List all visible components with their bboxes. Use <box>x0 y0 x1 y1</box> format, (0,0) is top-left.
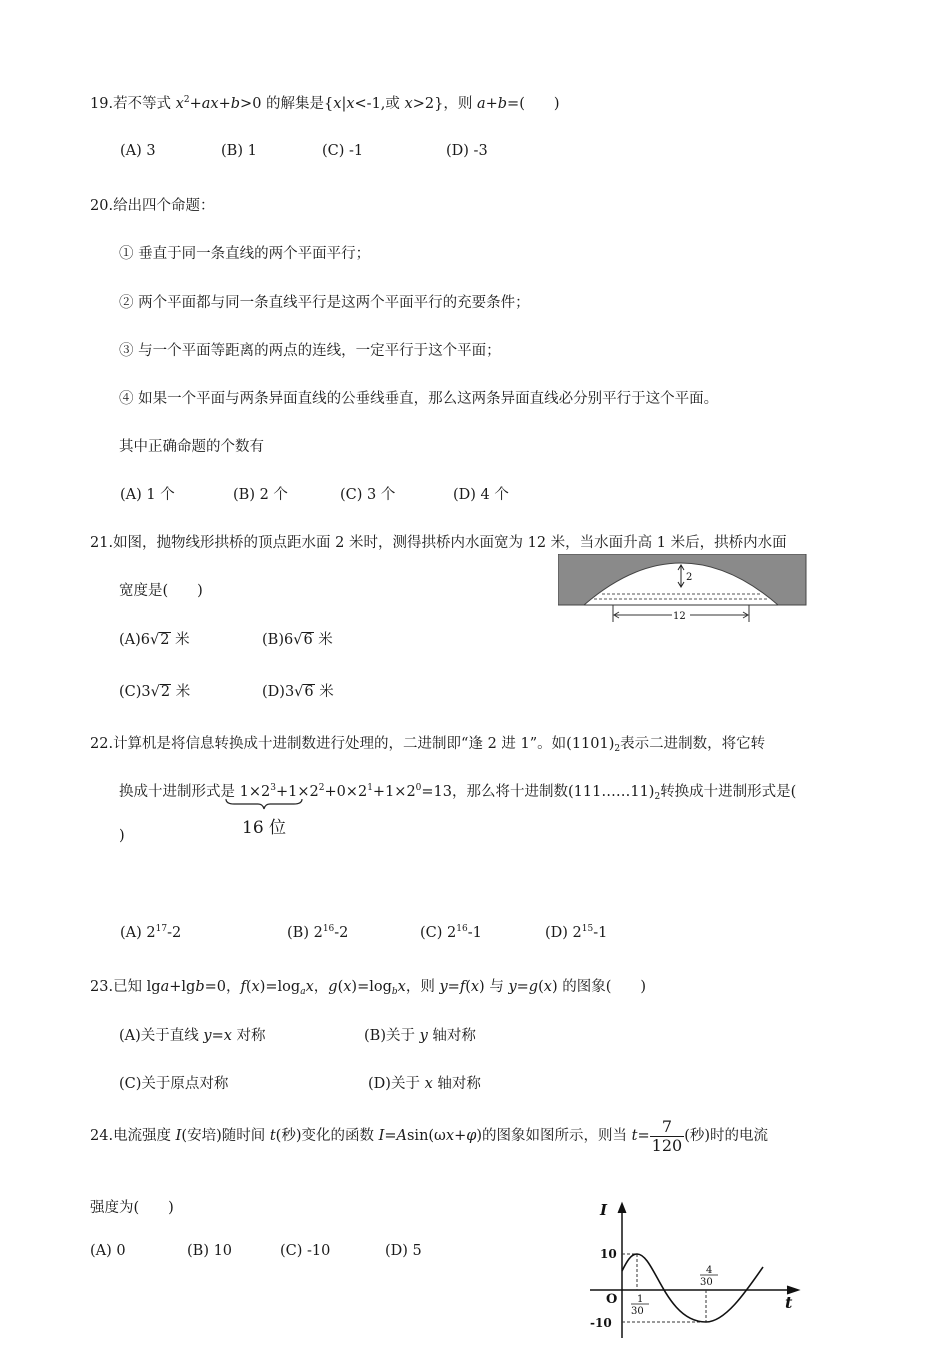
proposition-4: ④ 如果一个平面与两条异面直线的公垂线垂直，那么这两条异面直线必分别平行于这个平面。 <box>119 391 719 407</box>
min-label: -10 <box>590 1316 612 1330</box>
question-number: 22. <box>90 736 114 752</box>
question-19-stem: 19.若不等式 $x^2+ax+b>0$ 的解集是{x|x<-1,或 x>2}，则 a+b=( ) <box>90 95 560 112</box>
option-c: (C) -10 <box>280 1243 331 1259</box>
t1-numerator: 1 <box>637 1294 644 1305</box>
option-a: (A) 3 <box>120 143 156 159</box>
sqrt-sign: √ <box>150 684 160 700</box>
fraction: $\frac{7}{120}$ <box>651 1117 683 1155</box>
option-d: (D) -3 <box>446 143 488 159</box>
option-b: (B)6√6 米 <box>262 632 333 648</box>
option-d: (D) 5 <box>385 1243 422 1259</box>
sqrt-sign: √ <box>293 632 303 648</box>
option-a: (A) 1 个 <box>120 487 175 503</box>
height-label: 2 <box>686 572 693 583</box>
t1-denominator: 30 <box>631 1306 644 1317</box>
option-d: (D) $2^{15}-1$ <box>545 924 608 941</box>
option-b: (B) $2^{16}-2$ <box>287 924 349 941</box>
option-b: (B) 2 个 <box>233 487 288 503</box>
option-d: (D)关于 x 轴对称 <box>368 1076 481 1092</box>
width-label: 12 <box>673 611 686 622</box>
question-22-stem-line2: 换成十进制形式是 $1\times 2^3+1\times 2^2+0\times 2^1+1\times 2^0=13$，那么将十进制数$(111\dots\dots 11)_2$转换成十进制形式是( <box>119 783 797 802</box>
sqrt-sign: √ <box>150 632 160 648</box>
underbrace-label: 16 位 <box>242 818 287 838</box>
max-label: 10 <box>600 1247 617 1261</box>
origin-label: O <box>606 1292 618 1307</box>
option-c: (C)3√2 米 <box>119 684 191 700</box>
proposition-1: ① 垂直于同一条直线的两个平面平行； <box>119 246 371 262</box>
sine-graph <box>585 1195 815 1340</box>
question-number: 19. <box>90 96 114 112</box>
question-number: 21. <box>90 535 114 551</box>
question-21-stem-cont: 宽度是( ) <box>119 583 203 599</box>
question-number: 23. <box>90 979 114 995</box>
question-number: 20. <box>90 198 114 214</box>
proposition-3: ③ 与一个平面等距离的两点的连线，一定平行于这个平面； <box>119 343 501 359</box>
y-axis-arrow <box>618 1203 626 1213</box>
option-a: (A) $2^{17}-2$ <box>120 924 182 941</box>
option-b: (B) 1 <box>221 143 257 159</box>
option-c: (C) -1 <box>322 143 364 159</box>
question-20-stem: 20.给出四个命题： <box>90 198 215 214</box>
question-22-stem: 22.计算机是将信息转换成十进制数进行处理的，二进制即“逢 2 进 1”。如$(1101)_2$表示二进制数，将它转 <box>90 736 766 754</box>
option-c: (C)关于原点对称 <box>119 1076 229 1092</box>
bridge-body <box>558 554 806 605</box>
question-23-stem: 23.已知 lga+lgb=0，$f(x)=\log_ax$，$g(x)=\log_bx$，则 y=f(x) 与 y=g(x) 的图象( ) <box>90 979 647 997</box>
question-24-stem-cont: 强度为( ) <box>90 1200 174 1216</box>
underbrace <box>224 797 304 811</box>
question-24-stem: 24.电流强度 I(安培)随时间 t(秒)变化的函数 I=Asin(ωx+φ)的图象如图所示，则当 t= $\frac{7}{120}$ (秒)时的电流 <box>90 1117 769 1155</box>
x-axis-label: t <box>785 1293 793 1312</box>
sqrt-sign: √ <box>294 684 304 700</box>
option-b: (B)关于 y 轴对称 <box>364 1028 476 1044</box>
question-21-stem: 21.如图，抛物线形拱桥的顶点距水面 2 米时，测得拱桥内水面宽为 12 米，当水面升高 1 米后，拱桥内水面 <box>90 535 787 551</box>
option-a: (A)6√2 米 <box>119 632 190 648</box>
option-a: (A) 0 <box>90 1243 126 1259</box>
y-axis-label: I <box>600 1201 608 1219</box>
option-c: (C) $2^{16}-1$ <box>420 924 482 941</box>
option-d: (D) 4 个 <box>453 487 509 503</box>
option-a: (A)关于直线 y=x 对称 <box>119 1028 266 1044</box>
question-20-question: 其中正确命题的个数有 <box>119 439 264 455</box>
t2-numerator: 4 <box>706 1265 713 1276</box>
option-b: (B) 10 <box>187 1243 233 1259</box>
arch-bridge-figure <box>558 554 808 626</box>
question-number: 24. <box>90 1128 114 1145</box>
t2-denominator: 30 <box>700 1277 713 1288</box>
proposition-2: ② 两个平面都与同一条直线平行是这两个平面平行的充要条件； <box>119 295 530 311</box>
option-d: (D)3√6 米 <box>262 684 334 700</box>
question-22-stem-line3: ) <box>119 828 125 844</box>
option-c: (C) 3 个 <box>340 487 396 503</box>
